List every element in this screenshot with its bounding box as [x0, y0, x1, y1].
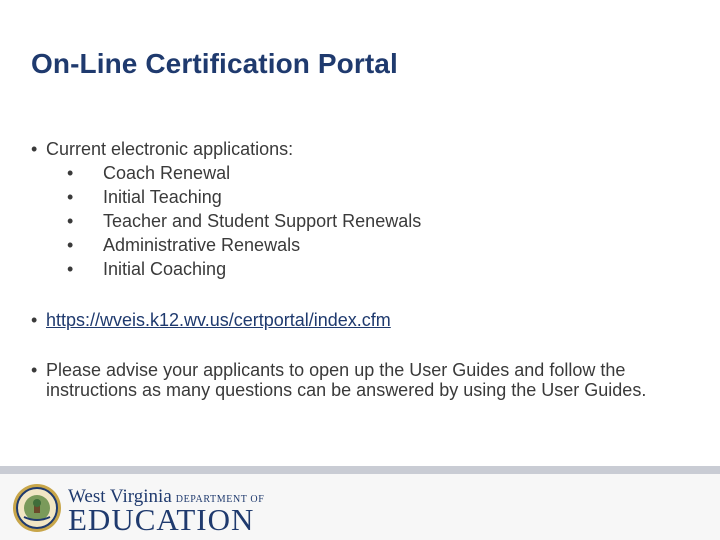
bullet-icon: • — [31, 360, 38, 380]
application-label: Teacher and Student Support Renewals — [103, 211, 422, 231]
bullet-item-applications — [31, 137, 696, 161]
application-label: Initial Teaching — [103, 187, 222, 207]
org-name-label: West Virginia — [68, 486, 172, 507]
bullet-icon: • — [67, 187, 74, 207]
applications-intro: Current electronic applications: — [46, 139, 294, 159]
bullet-list — [31, 137, 696, 400]
bullet-item-link — [31, 308, 696, 332]
bullet-icon: • — [67, 211, 74, 231]
bullet-icon: • — [31, 310, 38, 330]
footer-divider — [0, 466, 720, 474]
list-item — [31, 161, 696, 185]
slide-title: On-Line Certification Portal — [31, 48, 398, 79]
state-seal-icon — [12, 483, 62, 533]
list-item — [31, 257, 696, 281]
cert-portal-link[interactable]: https://wveis.k12.wv.us/certportal/index.cfm — [46, 310, 391, 330]
bullet-icon: • — [67, 235, 74, 255]
list-item — [31, 233, 696, 257]
bullet-item-advice — [31, 360, 696, 400]
list-item — [31, 209, 696, 233]
application-list — [31, 161, 696, 281]
list-item — [31, 185, 696, 209]
advice-text: Please advise your applicants to open up the User Guides and follow the instructions as many questions can be answered by using the User Guides. — [46, 360, 647, 400]
application-label: Administrative Renewals — [103, 235, 301, 255]
application-label: Coach Renewal — [103, 163, 231, 183]
education-label: EDUCATION — [68, 502, 255, 537]
bullet-icon: • — [67, 163, 74, 183]
bullet-icon: • — [67, 259, 74, 279]
dept-label: DEPARTMENT OF — [175, 494, 265, 505]
application-label: Initial Coaching — [103, 259, 227, 279]
bullet-icon: • — [31, 139, 38, 159]
